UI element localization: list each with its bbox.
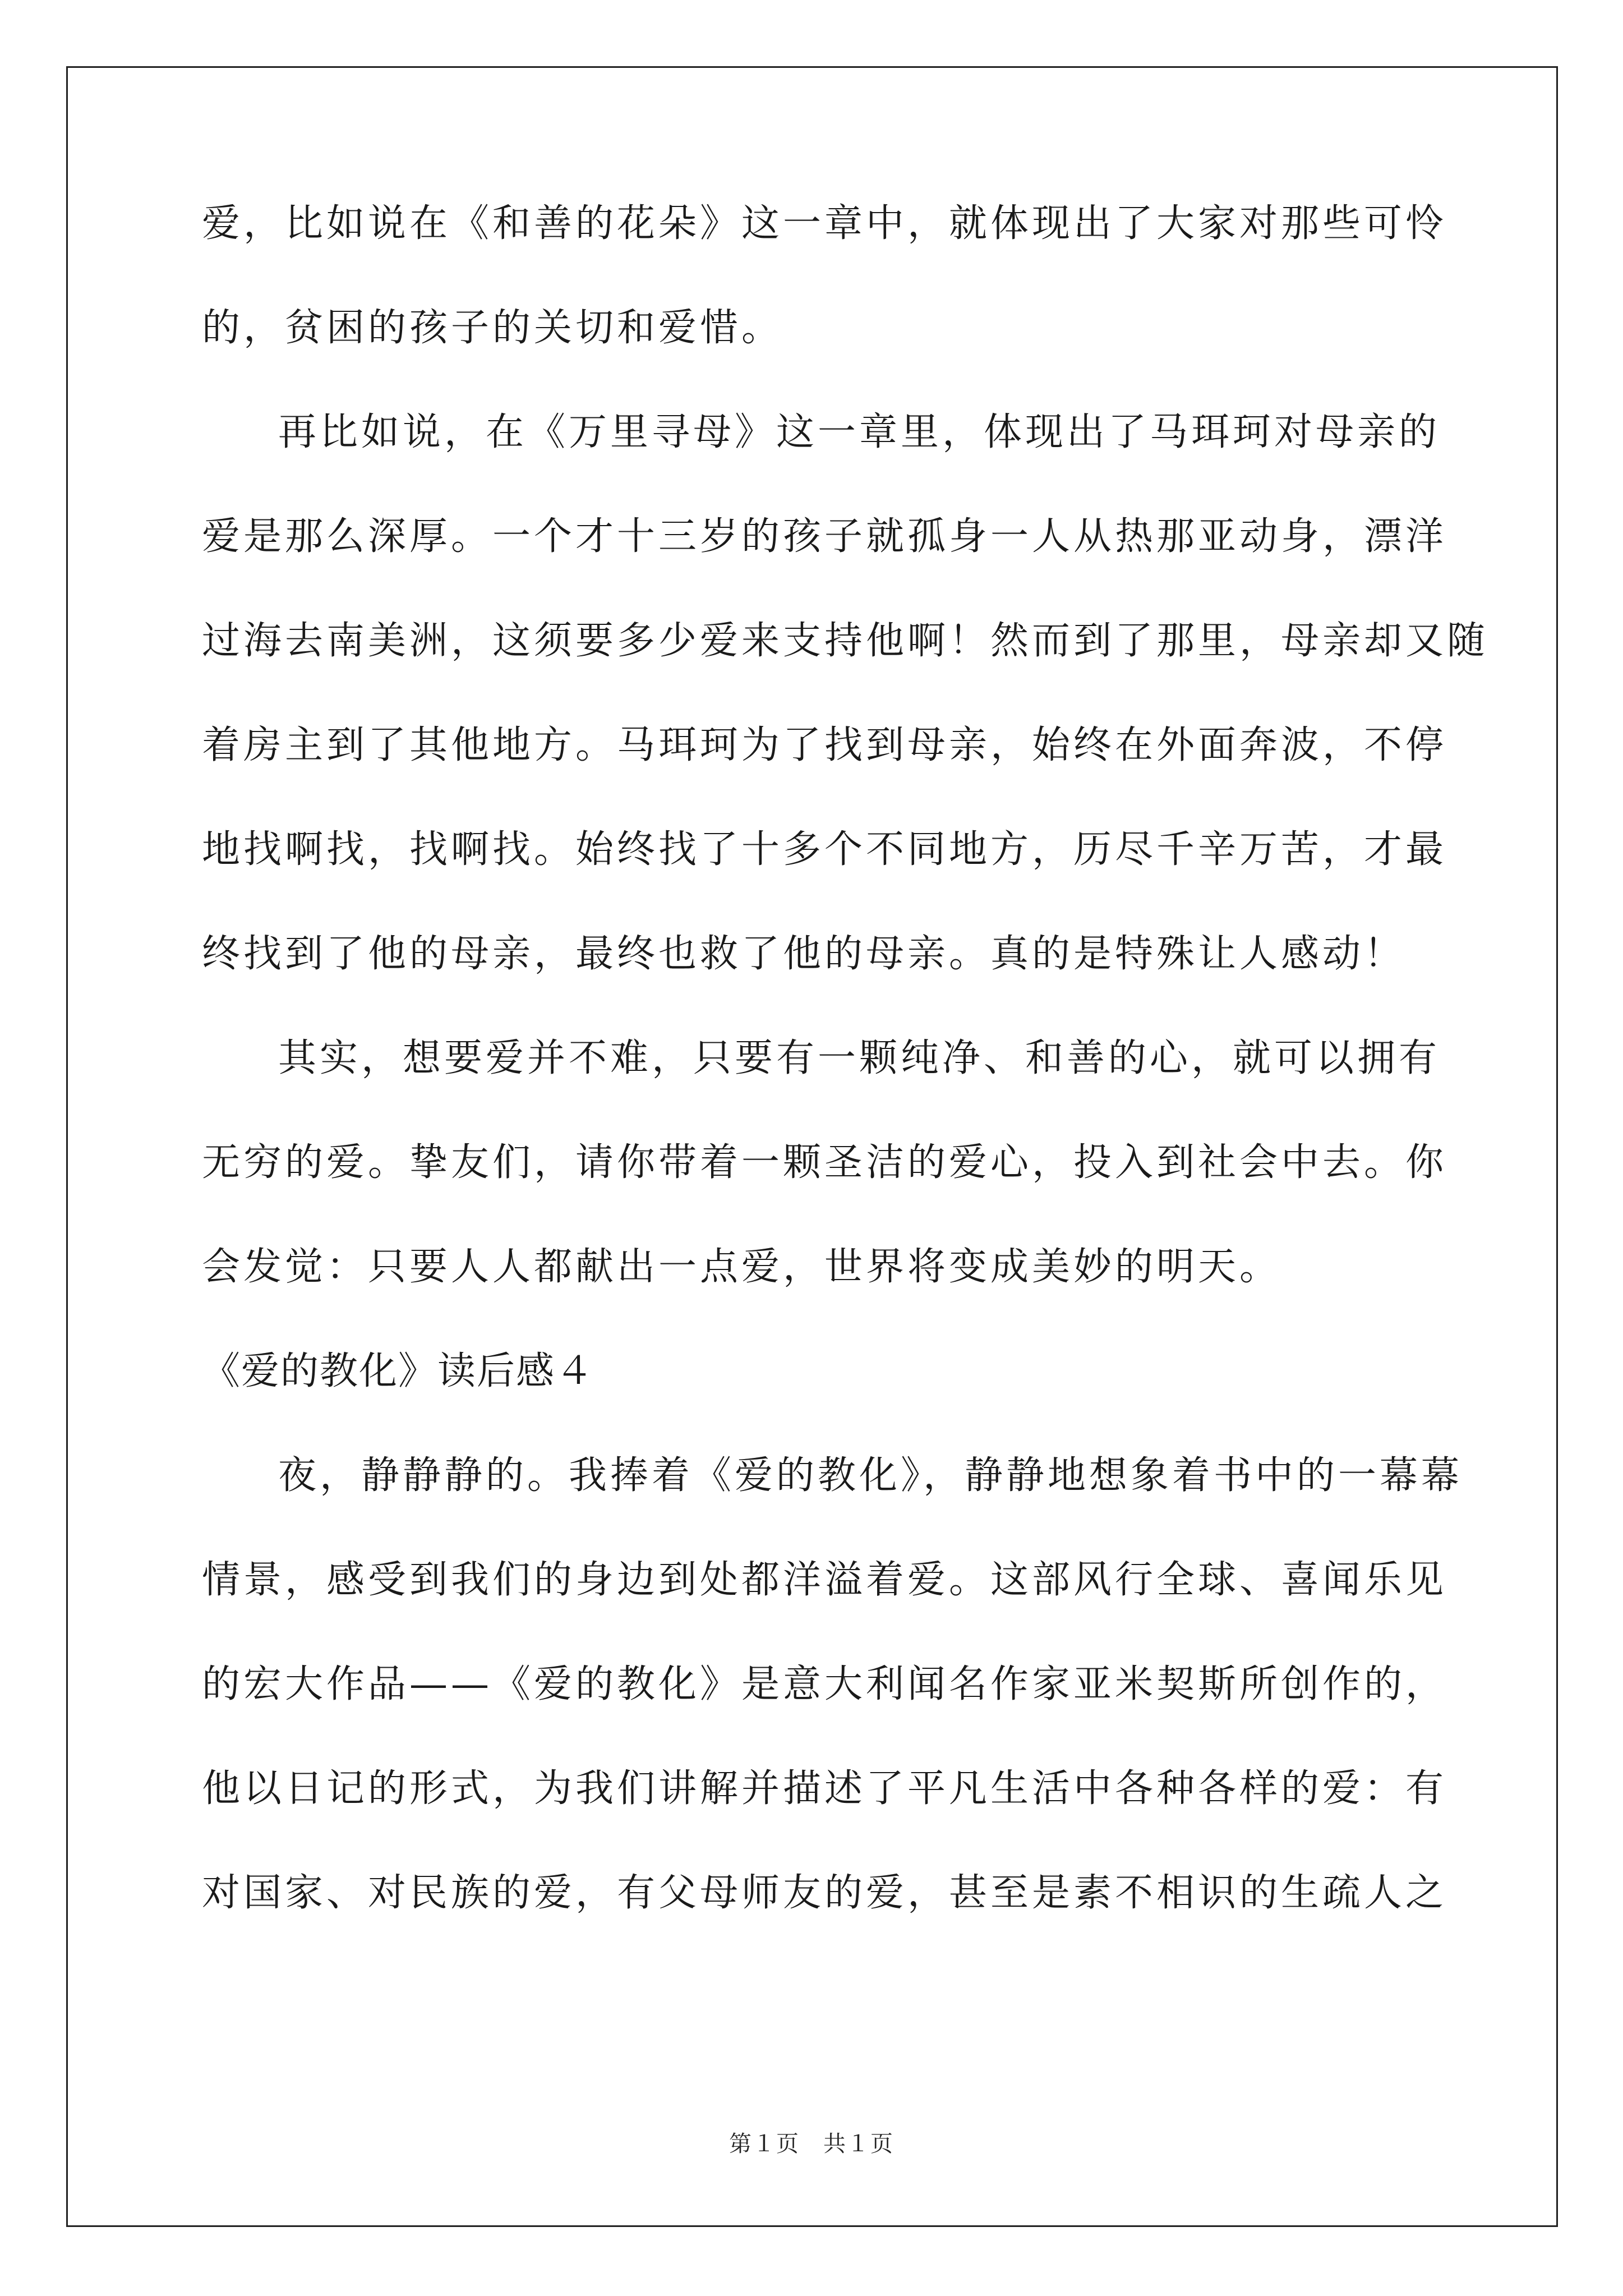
paragraph-start: 其实，想要爱并不难，只要有一颗纯净、和善的心，就可以拥有 [278, 1036, 1441, 1080]
paragraph-start: 再比如说，在《万里寻母》这一章里，体现出了马珥珂对母亲的 [278, 410, 1441, 454]
page-number-footer: 第１页 共１页 [729, 2131, 894, 2157]
section-heading: 《爱的教化》读后感４ [202, 1349, 595, 1393]
text-line: 对国家、对民族的爱，有父母师友的爱，甚至是素不相识的生疏人之 [202, 1871, 1447, 1915]
text-line: 终找到了他的母亲，最终也救了他的母亲。真的是特殊让人感动！ [202, 932, 1406, 976]
text-line: 的，贫困的孩子的关切和爱惜。 [202, 306, 783, 350]
text-line: 爱是那么深厚。一个才十三岁的孩子就孤身一人从热那亚动身，漂洋 [202, 514, 1447, 559]
text-line: 的宏大作品——《爱的教化》是意大利闻名作家亚米契斯所创作的， [202, 1662, 1447, 1706]
paragraph-start: 夜，静静静的。我捧着《爱的教化》，静静地想象着书中的一幕幕 [278, 1453, 1463, 1498]
document-body [202, 201, 1489, 1978]
text-line: 过海去南美洲，这须要多少爱来支持他啊！然而到了那里，母亲却又随 [202, 619, 1489, 663]
text-line: 无穷的爱。挚友们，请你带着一颗圣洁的爱心，投入到社会中去。你 [202, 1140, 1447, 1185]
text-line: 情景，感受到我们的身边到处都洋溢着爱。这部风行全球、喜闻乐见 [202, 1558, 1447, 1602]
text-line: 他以日记的形式，为我们讲解并描述了平凡生活中各种各样的爱：有 [202, 1766, 1447, 1811]
text-line: 着房主到了其他地方。马珥珂为了找到母亲，始终在外面奔波，不停 [202, 723, 1447, 767]
text-line: 会发觉：只要人人都献出一点爱，世界将变成美妙的明天。 [202, 1245, 1281, 1289]
text-line: 地找啊找，找啊找。始终找了十多个不同地方，历尽千辛万苦，才最 [202, 827, 1447, 872]
text-line: 爱，比如说在《和善的花朵》这一章中，就体现出了大家对那些可怜 [202, 201, 1447, 246]
